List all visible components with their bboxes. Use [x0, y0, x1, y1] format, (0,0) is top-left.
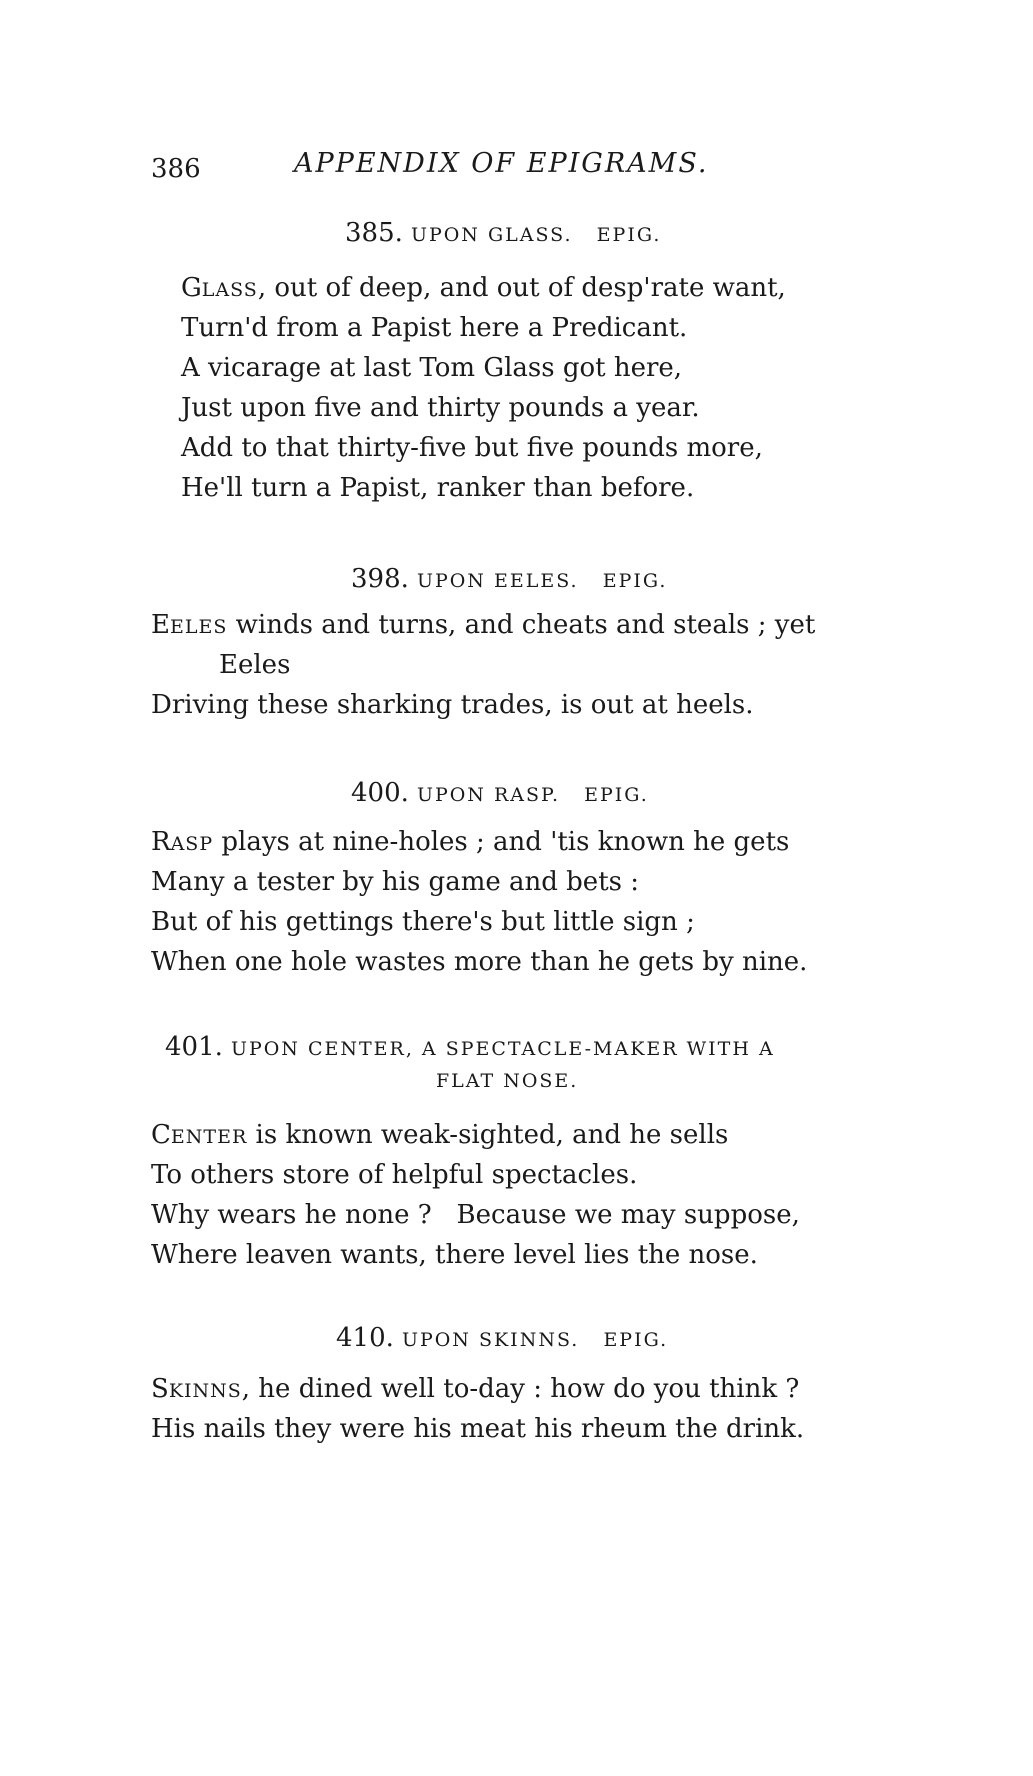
page-number: 386 [151, 154, 201, 184]
epigram-verse [151, 822, 807, 982]
epigram-heading [336, 1323, 668, 1353]
epigram-heading [165, 1032, 775, 1062]
verse-text: Why wears he none ? Because we may suppose, [151, 1200, 800, 1230]
epigram-number: 401. [165, 1032, 223, 1062]
verse-line: He'll turn a Papist, ranker than before. [181, 473, 695, 503]
verse-line [151, 1115, 800, 1155]
epigram-title-line-2: FLAT NOSE. [436, 1070, 579, 1092]
verse-line [151, 605, 815, 645]
verse-line [151, 1195, 800, 1235]
epigram-verse [151, 1115, 800, 1275]
epigram-title-line-1: UPON CENTER, A SPECTACLE-MAKER WITH A [230, 1038, 775, 1060]
epigram-number: 398. [351, 564, 409, 594]
small-caps-initial: R [151, 827, 171, 857]
verse-line [151, 822, 807, 862]
verse-line: When one hole wastes more than he gets by nine. [151, 947, 808, 977]
small-caps-rest: LASS [201, 279, 258, 301]
verse-line: Where leaven wants, there level lies the nose. [151, 1240, 758, 1270]
epigram-verse [151, 605, 815, 725]
verse-text: winds and turns, and cheats and steals ; yet [227, 610, 816, 640]
epigram-verse [181, 268, 786, 508]
verse-text: , out of deep, and out of desp'rate want, [257, 273, 786, 303]
running-title: APPENDIX OF EPIGRAMS. [294, 148, 709, 179]
epigram-heading [351, 564, 667, 594]
small-caps-rest: ASP [170, 833, 214, 855]
verse-line: His nails they were his meat his rheum the drink. [151, 1414, 805, 1444]
verse-line: Just upon five and thirty pounds a year. [181, 393, 700, 423]
epigram-heading [345, 218, 661, 248]
epigram-number: 410. [336, 1323, 394, 1353]
epigram-heading-continued [436, 1070, 578, 1092]
verse-line [181, 268, 786, 308]
verse-line: A vicarage at last Tom Glass got here, [181, 353, 683, 383]
verse-text: , he dined well to-day : how do you think ? [241, 1374, 800, 1404]
verse-line [151, 1369, 804, 1409]
verse-line: Eeles [219, 650, 291, 680]
epigram-heading [351, 778, 649, 808]
small-caps-rest: ELES [169, 616, 228, 638]
verse-text: plays at nine-holes ; and 'tis known he gets [213, 827, 790, 857]
epigram-title: UPON GLASS. EPIG. [410, 224, 662, 246]
small-caps-initial: S [151, 1374, 169, 1404]
epigram-number: 400. [351, 778, 409, 808]
verse-line: Turn'd from a Papist here a Predicant. [181, 313, 688, 343]
verse-text: is known weak-sighted, and he sells [247, 1120, 729, 1150]
verse-line: Add to that thirty-five but five pounds more, [181, 433, 763, 463]
verse-line: Driving these sharking trades, is out at heels. [151, 690, 754, 720]
epigram-verse [151, 1369, 804, 1449]
verse-line: Many a tester by his game and bets : [151, 867, 640, 897]
epigram-title: UPON EELES. EPIG. [416, 570, 668, 592]
small-caps-initial: C [151, 1120, 171, 1150]
epigram-number: 385. [345, 218, 403, 248]
epigram-title: UPON SKINNS. EPIG. [401, 1329, 669, 1351]
epigram-title: UPON RASP. EPIG. [416, 784, 649, 806]
verse-line: But of his gettings there's but little sign ; [151, 907, 695, 937]
small-caps-rest: ENTER [170, 1126, 248, 1148]
verse-line: To others store of helpful spectacles. [151, 1160, 638, 1190]
small-caps-rest: KINNS [168, 1380, 242, 1402]
small-caps-initial: G [181, 273, 202, 303]
small-caps-initial: E [151, 610, 170, 640]
running-head [151, 148, 771, 188]
